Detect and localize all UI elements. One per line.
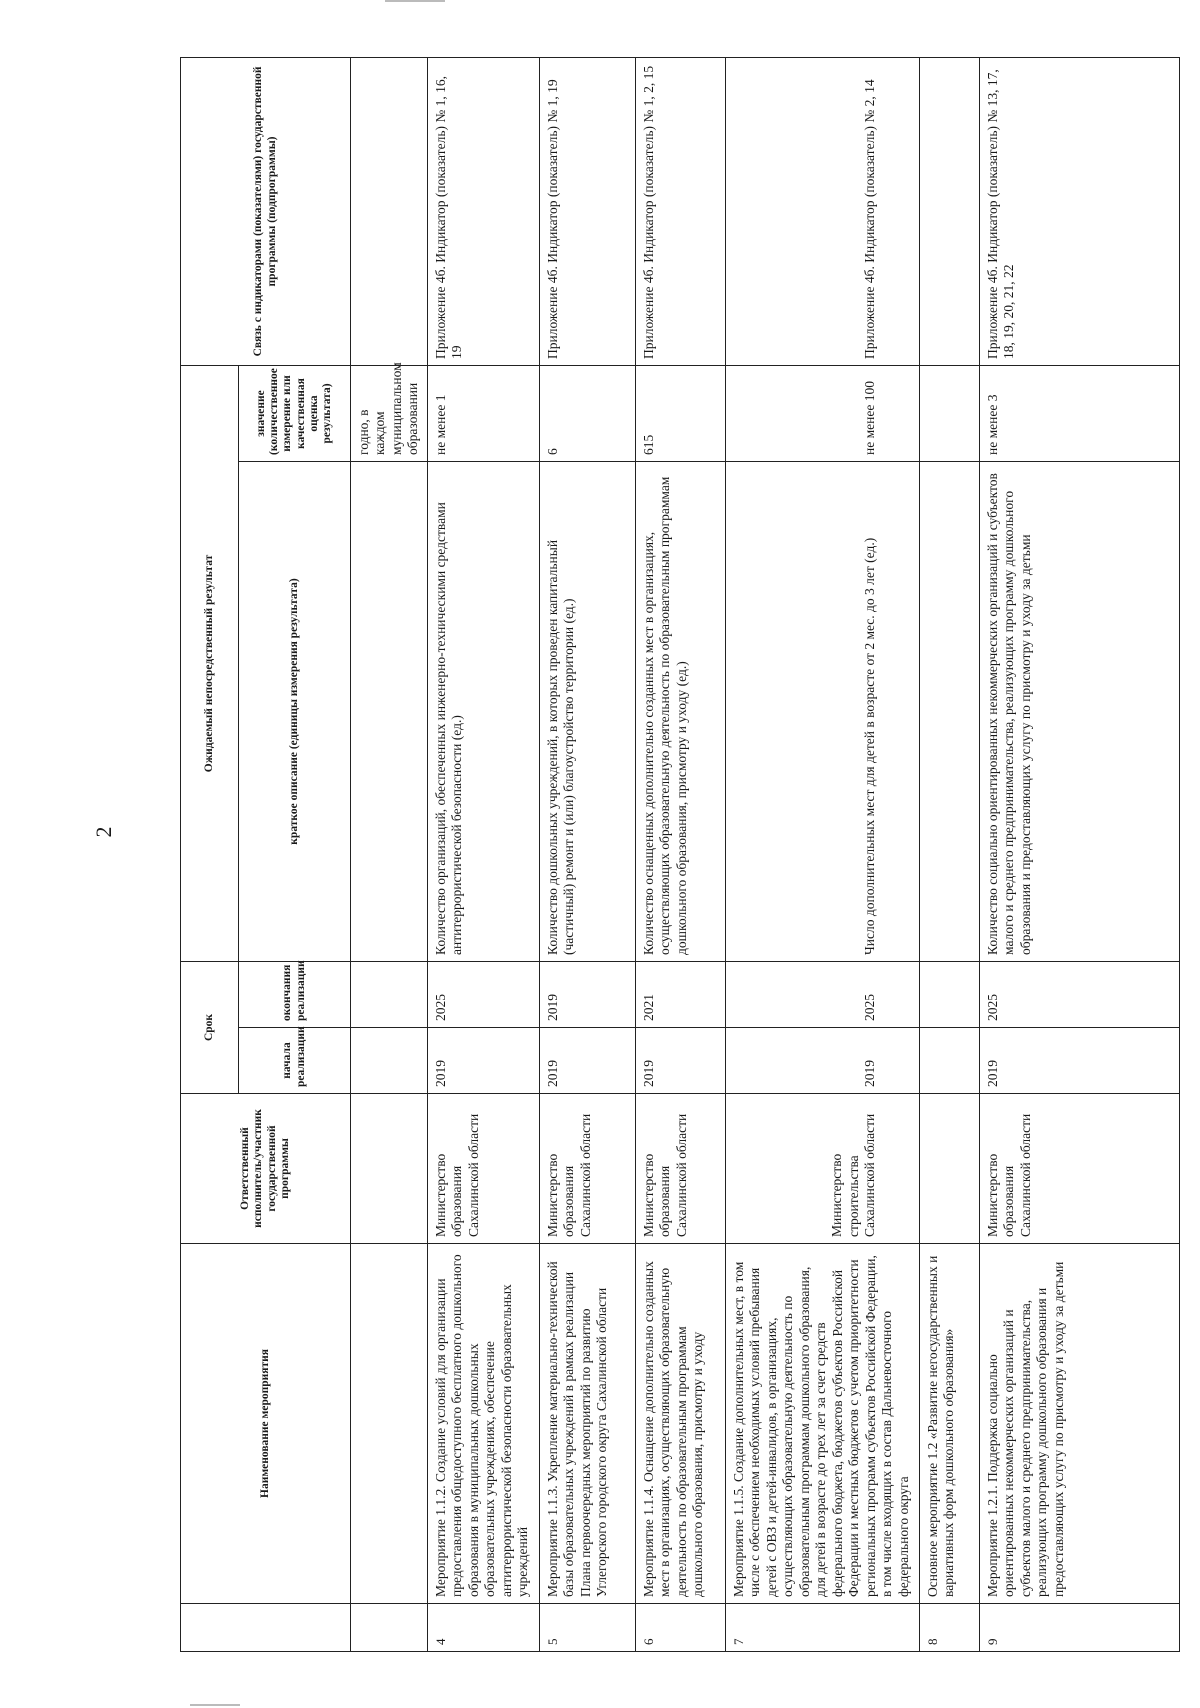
header-expected-result: Ожидаемый непосредственный результат: [181, 365, 239, 961]
indicator-link: Приложение 4б. Индикатор (показатель) № 1, 2, 15: [635, 57, 725, 365]
header-executor: Ответственный исполнитель/участник государственной программы: [181, 1094, 351, 1244]
header-indicator-link: Связь с индикаторами (показателями) государственной программы (подпрограммы): [181, 57, 351, 365]
start-year: [919, 1028, 979, 1094]
end-year: 2019: [539, 961, 635, 1027]
result-description: Количество дошкольных учреждений, в которых проведен капитальный (частичный) ремонт и (или) благоустройство территории (ед.): [539, 461, 635, 961]
header-value: значение (количественное измерение или качественная оценка результата): [239, 365, 351, 461]
executor: Министерство строительства Сахалинской области: [725, 1094, 919, 1244]
start-year: 2019: [539, 1028, 635, 1094]
result-description: Число дополнительных мест для детей в возрасте от 2 мес. до 3 лет (ед.): [725, 461, 919, 961]
row-number: 9: [979, 1604, 1179, 1652]
page-number: 2: [91, 826, 116, 838]
rotated-table-container: [180, 58, 1180, 1652]
header-description: краткое описание (единицы измерения результата): [239, 461, 351, 961]
table-row: [979, 57, 1179, 1651]
header-number: [181, 1604, 351, 1652]
result-value: 615: [635, 365, 725, 461]
end-year: 2025: [725, 961, 919, 1027]
indicator-link: Приложение 4б. Индикатор (показатель) № 1, 19: [539, 57, 635, 365]
header-start: начала реализации: [239, 1028, 351, 1094]
table-row: [919, 57, 979, 1651]
indicator-link: Приложение 4б. Индикатор (показатель) № 2, 14: [725, 57, 919, 365]
continuation-row: [351, 57, 428, 1651]
indicator-link: Приложение 4б. Индикатор (показатель) № 1, 16, 19: [427, 57, 539, 365]
executor: [919, 1094, 979, 1244]
row-number: 7: [725, 1604, 919, 1652]
executor: Министерство образования Сахалинской области: [539, 1094, 635, 1244]
executor: Министерство образования Сахалинской области: [979, 1094, 1179, 1244]
executor: Министерство образования Сахалинской области: [635, 1094, 725, 1244]
end-year: 2021: [635, 961, 725, 1027]
start-year: 2019: [427, 1028, 539, 1094]
table-row: [725, 57, 919, 1651]
end-year: [919, 961, 979, 1027]
start-year: 2019: [725, 1028, 919, 1094]
row-number: 6: [635, 1604, 725, 1652]
header-row-top: [181, 57, 239, 1651]
result-description: Количество социально ориентированных некоммерческих организаций и субъектов малого и среднего предпринимательства, реализующих программу дошкольного образования и предоставляющих услугу по присмотру и уходу за детьми: [979, 461, 1179, 961]
header-term: Срок: [181, 961, 239, 1093]
row-number: 8: [919, 1604, 979, 1652]
result-value: [919, 365, 979, 461]
activity-name: Мероприятие 1.1.2. Создание условий для организации предоставления общедоступного бесплатного дошкольного образования в муниципальных дошкольных образовательных учреждениях, обеспечение антитеррористической безопасности образовательных учреждений: [427, 1244, 539, 1604]
result-value: не менее 1: [427, 365, 539, 461]
end-year: 2025: [979, 961, 1179, 1027]
indicator-link: [919, 57, 979, 365]
activity-name: Мероприятие 1.1.5. Создание дополнительных мест, в том числе с обеспечением необходимых условий пребывания детей с ОВЗ и детей-инвалидов, в организациях, осуществляющих образовательную деятельность по образовательным программам дошкольного образования, для детей в возрасте до трех лет за счет средств федерального бюджета, бюджетов субъектов Российской Федерации и местных бюджетов с учетом приоритетности региональных программ субъектов Российской Федерации, в том числе входящих в состав Дальневосточного федерального округа: [725, 1244, 919, 1604]
start-year: 2019: [635, 1028, 725, 1094]
indicator-link: Приложение 4б. Индикатор (показатель) № 13, 17, 18, 19, 20, 21, 22: [979, 57, 1179, 365]
table-row: [635, 57, 725, 1651]
table-row: [427, 57, 539, 1651]
header-activity-name: Наименование мероприятия: [181, 1244, 351, 1604]
result-value: не менее 100: [725, 365, 919, 461]
activity-name: Основное мероприятие 1.2 «Развитие негосударственных и вариативных форм дошкольного образования»: [919, 1244, 979, 1604]
activity-name: Мероприятие 1.2.1. Поддержка социально ориентированных некоммерческих организаций и субъектов малого и среднего предпринимательства, реализующих программу дошкольного образования и предоставляющих услугу по присмотру и уходу за детьми: [979, 1244, 1179, 1604]
result-value: не менее 3: [979, 365, 1179, 461]
header-end: окончания реализации: [239, 961, 351, 1027]
continuation-value: годно, в каждом муниципальном образовании: [351, 365, 428, 461]
table-row: [539, 57, 635, 1651]
scan-mark-top: [385, 0, 445, 2]
activity-name: Мероприятие 1.1.3. Укрепление материально-технической базы образовательных учреждений в рамках реализации Плана первоочередных мероприятий по развитию Углегорского городского округа Сахалинской области: [539, 1244, 635, 1604]
result-description: Количество оснащенных дополнительно созданных мест в организациях, осуществляющих образовательную деятельность по образовательным программам дошкольного образования, присмотру и уходу (ед.): [635, 461, 725, 961]
activities-table: [180, 57, 1180, 1652]
result-description: Количество организаций, обеспеченных инженерно-техническими средствами антитеррористической безопасности (ед.): [427, 461, 539, 961]
result-value: 6: [539, 365, 635, 461]
end-year: 2025: [427, 961, 539, 1027]
activity-name: Мероприятие 1.1.4. Оснащение дополнительно созданных мест в организациях, осуществляющих образовательную деятельность по образовательным программам дошкольного образования, присмотру и уходу: [635, 1244, 725, 1604]
scan-mark-bottom: [190, 1704, 240, 1706]
result-description: [919, 461, 979, 961]
executor: Министерство образования Сахалинской области: [427, 1094, 539, 1244]
start-year: 2019: [979, 1028, 1179, 1094]
row-number: 5: [539, 1604, 635, 1652]
row-number: 4: [427, 1604, 539, 1652]
